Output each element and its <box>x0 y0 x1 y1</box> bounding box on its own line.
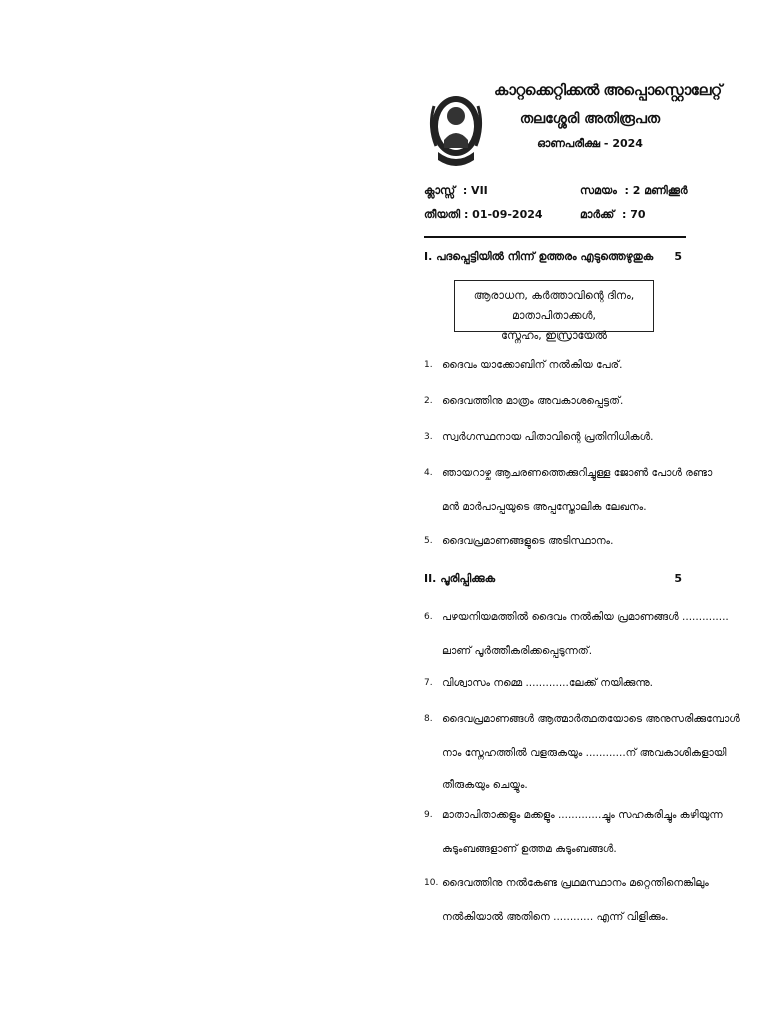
exam-meta <box>424 174 686 222</box>
diocese-title: തലശ്ശേരി അതിരൂപത <box>519 111 661 127</box>
section-1-heading: I. പദപ്പെട്ടിയിൽ നിന്ന് ഉത്തരം എടുത്തെഴുതുക 5 <box>424 250 682 263</box>
organisation-title: കാറ്റക്കെറ്റിക്കൽ അപ്പൊസ്റ്റൊലേറ്റ് <box>494 81 722 99</box>
paper-header <box>424 80 722 174</box>
time-info: സമയം : 2 മണിക്കൂർ <box>580 184 688 197</box>
section-2-marks: 5 <box>674 572 682 585</box>
catechetical-emblem-icon <box>424 86 488 172</box>
date-info: തീയതി : 01-09-2024 <box>424 208 543 221</box>
section-1-marks: 5 <box>674 250 682 263</box>
class-info: ക്ലാസ്സ് : VII <box>424 184 488 197</box>
word-box <box>454 280 654 342</box>
header-divider <box>424 236 686 238</box>
marks-info: മാർക്ക് : 70 <box>580 208 646 221</box>
word-box-line: സ്നേഹം, ഇസ്രായേൽ <box>501 329 607 342</box>
question-paper: കാറ്റക്കെറ്റിക്കൽ അപ്പൊസ്റ്റൊലേറ്റ് തലശ്ശേരി അതിരൂപത ഓണപരീക്ഷ - 2024 ക്ലാസ്സ് : VII സമയം : 2 മണിക്കൂർ തീയതി : 01-09-2024 മാർക്ക് : 70 I. പദപ്പെട്ടിയിൽ നിന്ന് ഉത്തരം എടുത്തെഴുതുക 5 ആരാധന, കർത്താവിന്റെ ദിനം, മാതാപിതാക്കൾ, സ്നേഹം, ഇസ്രായേൽ 1. ദൈവം യാക്കോബിന് നൽകിയ പേര്. 2. ദൈവത്തിനു മാത്രം അവകാശപ്പെട്ടത്. 3. സ്വർഗസ്ഥനായ പിതാവിന്റെ പ്രതിനിധികൾ. 4. ഞായറാഴ്ച ആചരണത്തെക്കുറിച്ചുള്ള ജോൺ പോൾ രണ്ടാ മൻ മാർപാപ്പയുടെ അപ്പസ്തോലിക ലേഖനം. 5. ദൈവപ്രമാണങ്ങളുടെ അടിസ്ഥാനം. II. പൂരിപ്പിക്കുക 5 6. പഴയനിയമത്തിൽ ദൈവം നൽകിയ പ്രമാണങ്ങൾ .............. ലാണ് പൂർത്തീകരിക്കപ്പെടുന്നത്. 7. വിശ്വാസം നമ്മെ .............ലേക്ക് നയിക്കുന്നു. 8. ദൈവപ്രമാണങ്ങൾ ആത്മാർത്ഥതയോടെ അനുസരിക്കുമ്പോൾ നാം സ്നേഹത്തിൽ വളരുകയും ............ന് അവകാശികളായി തീരുകയും ചെയ്യും. 9. മാതാപിതാക്കളും മക്കളും .............ച്ചും സഹകരിച്ചും കഴിയുന്ന കുടുംബങ്ങളാണ് ഉത്തമ കുടുംബങ്ങൾ. 10. ദൈവത്തിനു നൽകേണ്ട പ്രഥമസ്ഥാനം മറ്റെന്തിനെങ്കിലും നൽകിയാൽ അതിനെ ............ എന്ന് വിളിക്കും. <box>424 80 686 222</box>
section-2-heading: II. പൂരിപ്പിക്കുക 5 <box>424 572 682 585</box>
question-item: 10. ദൈവത്തിനു നൽകേണ്ട പ്രഥമസ്ഥാനം മറ്റെന്തിനെങ്കിലും നൽകിയാൽ അതിനെ ............ എന്ന് വിളിക്കും. <box>424 877 709 923</box>
exam-title: ഓണപരീക്ഷ - 2024 <box>537 137 643 150</box>
question-item: 9. മാതാപിതാക്കളും മക്കളും .............ച്ചും സഹകരിച്ചും കഴിയുന്ന കുടുംബങ്ങളാണ് ഉത്തമ കുടുംബങ്ങൾ. <box>424 809 723 855</box>
title-block <box>494 80 722 152</box>
question-item: 6. പഴയനിയമത്തിൽ ദൈവം നൽകിയ പ്രമാണങ്ങൾ .............. ലാണ് പൂർത്തീകരിക്കപ്പെടുന്നത്. <box>424 611 729 657</box>
word-box-line: ആരാധന, കർത്താവിന്റെ ദിനം, മാതാപിതാക്കൾ, <box>473 289 635 322</box>
question-item: 4. ഞായറാഴ്ച ആചരണത്തെക്കുറിച്ചുള്ള ജോൺ പോൾ രണ്ടാ മൻ മാർപാപ്പയുടെ അപ്പസ്തോലിക ലേഖനം. <box>424 467 713 513</box>
question-item: 8. ദൈവപ്രമാണങ്ങൾ ആത്മാർത്ഥതയോടെ അനുസരിക്കുമ്പോൾ നാം സ്നേഹത്തിൽ വളരുകയും ............ന് അവകാശികളായി തീരുകയും ചെയ്യും. <box>424 713 740 791</box>
